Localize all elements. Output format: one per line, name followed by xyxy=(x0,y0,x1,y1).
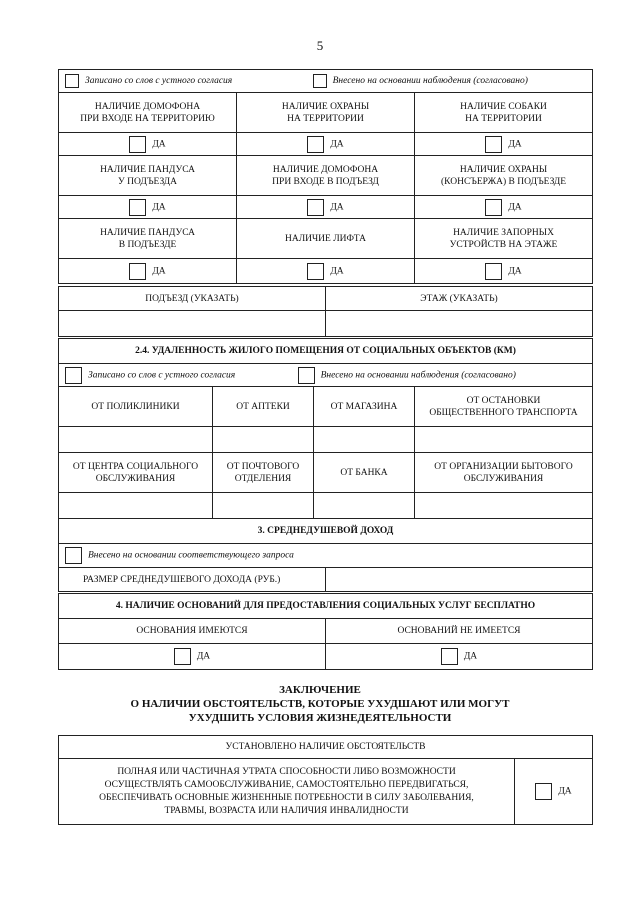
yes-label: ДА xyxy=(558,786,572,797)
elevator-label: НАЛИЧИЕ ЛИФТА xyxy=(237,219,415,259)
free-services-table xyxy=(58,593,593,670)
request-based-checkbox[interactable] xyxy=(65,547,82,564)
conclusion-title: ЗАКЛЮЧЕНИЕ xyxy=(279,684,361,696)
floor-value-field[interactable] xyxy=(326,311,593,337)
guard-territory-label: НАЛИЧИЕ ОХРАНЫ НА ТЕРРИТОРИИ xyxy=(237,93,415,133)
entrance-label: ПОДЪЕЗД (УКАЗАТЬ) xyxy=(59,287,326,311)
entrance-value-field[interactable] xyxy=(59,311,326,337)
observation-checkbox[interactable] xyxy=(298,367,315,384)
grounds-exist-checkbox[interactable] xyxy=(174,648,191,665)
oral-consent-label: Записано со слов с устного согласия xyxy=(88,370,236,381)
conclusion-subtitle-2: УХУДШИТЬ УСЛОВИЯ ЖИЗНЕДЕЯТЕЛЬНОСТИ xyxy=(188,712,452,724)
dog-territory-checkbox[interactable] xyxy=(485,136,502,153)
circumstances-header: УСТАНОВЛЕНО НАЛИЧИЕ ОБСТОЯТЕЛЬСТВ xyxy=(59,736,593,759)
bank-distance-label: ОТ БАНКА xyxy=(314,453,415,493)
floor-lock-checkbox[interactable] xyxy=(485,263,502,280)
clinic-distance-field[interactable] xyxy=(59,427,213,453)
intercom-entrance-checkbox[interactable] xyxy=(307,199,324,216)
entrance-floor-table xyxy=(58,286,593,337)
source-row xyxy=(59,544,593,568)
distance-table xyxy=(58,338,593,519)
yes-label: ДА xyxy=(152,139,166,150)
observation-checkbox[interactable] xyxy=(313,74,327,88)
yes-label: ДА xyxy=(508,266,522,277)
yes-cell xyxy=(415,196,593,219)
shop-distance-label: ОТ МАГАЗИНА xyxy=(314,387,415,427)
post-office-distance-label: ОТ ПОЧТОВОГО ОТДЕЛЕНИЯ xyxy=(213,453,314,493)
yes-cell xyxy=(326,644,593,670)
intercom-entrance-label: НАЛИЧИЕ ДОМОФОНА ПРИ ВХОДЕ В ПОДЪЕЗД xyxy=(237,156,415,196)
yes-label: ДА xyxy=(330,202,344,213)
circumstances-table xyxy=(58,735,593,825)
yes-cell xyxy=(59,644,326,670)
conclusion-heading xyxy=(0,683,640,725)
ramp-entrance-checkbox[interactable] xyxy=(129,199,146,216)
ramp-inside-checkbox[interactable] xyxy=(129,263,146,280)
income-value-field[interactable] xyxy=(326,568,593,592)
guard-territory-checkbox[interactable] xyxy=(307,136,324,153)
yes-cell xyxy=(59,259,237,284)
yes-cell xyxy=(59,133,237,156)
clinic-distance-label: ОТ ПОЛИКЛИНИКИ xyxy=(59,387,213,427)
yes-cell xyxy=(237,259,415,284)
grounds-exist-label: ОСНОВАНИЯ ИМЕЮТСЯ xyxy=(59,619,326,644)
yes-label: ДА xyxy=(152,202,166,213)
income-label: РАЗМЕР СРЕДНЕДУШЕВОГО ДОХОДА (РУБ.) xyxy=(59,568,326,592)
intercom-territory-label: НАЛИЧИЕ ДОМОФОНА ПРИ ВХОДЕ НА ТЕРРИТОРИЮ xyxy=(59,93,237,133)
transport-stop-distance-label: ОТ ОСТАНОВКИ ОБЩЕСТВЕННОГО ТРАНСПОРТА xyxy=(415,387,593,427)
circumstances-checkbox[interactable] xyxy=(535,783,552,800)
shop-distance-field[interactable] xyxy=(314,427,415,453)
floor-lock-label: НАЛИЧИЕ ЗАПОРНЫХ УСТРОЙСТВ НА ЭТАЖЕ xyxy=(415,219,593,259)
grounds-none-checkbox[interactable] xyxy=(441,648,458,665)
oral-consent-checkbox[interactable] xyxy=(65,74,79,88)
section-3-title: 3. СРЕДНЕДУШЕВОЙ ДОХОД xyxy=(59,519,593,544)
social-center-distance-field[interactable] xyxy=(59,493,213,519)
income-table xyxy=(58,518,593,592)
consumer-services-distance-label: ОТ ОРГАНИЗАЦИИ БЫТОВОГО ОБСЛУЖИВАНИЯ xyxy=(415,453,593,493)
circumstances-text: ПОЛНАЯ ИЛИ ЧАСТИЧНАЯ УТРАТА СПОСОБНОСТИ ЛИБО ВОЗМОЖНОСТИ ОСУЩЕСТВЛЯТЬ САМООБСЛУЖИВАНИЕ, САМОСТОЯТЕЛЬНО ПЕРЕДВИГАТЬСЯ, ОБЕСПЕЧИВАТЬ ОСНОВНЫЕ ЖИЗНЕННЫЕ ПОТРЕБНОСТИ В СИЛУ ЗАБОЛЕВАНИЯ, ТРАВМЫ, ВОЗРАСТА ИЛИ НАЛИЧИЯ ИНВАЛИДНОСТИ xyxy=(59,759,515,825)
yes-label: ДА xyxy=(508,139,522,150)
concierge-checkbox[interactable] xyxy=(485,199,502,216)
conclusion-subtitle-1: О НАЛИЧИИ ОБСТОЯТЕЛЬСТВ, КОТОРЫЕ УХУДШАЮТ ИЛИ МОГУТ xyxy=(130,698,510,710)
dog-territory-label: НАЛИЧИЕ СОБАКИ НА ТЕРРИТОРИИ xyxy=(415,93,593,133)
yes-label: ДА xyxy=(508,202,522,213)
yes-label: ДА xyxy=(330,139,344,150)
pharmacy-distance-field[interactable] xyxy=(213,427,314,453)
page-number: 5 xyxy=(316,38,324,53)
yes-cell xyxy=(59,196,237,219)
yes-cell xyxy=(237,196,415,219)
section-4-title: 4. НАЛИЧИЕ ОСНОВАНИЙ ДЛЯ ПРЕДОСТАВЛЕНИЯ СОЦИАЛЬНЫХ УСЛУГ БЕСПЛАТНО xyxy=(59,594,593,619)
elevator-checkbox[interactable] xyxy=(307,263,324,280)
section-2-4-title: 2.4. УДАЛЕННОСТЬ ЖИЛОГО ПОМЕЩЕНИЯ ОТ СОЦИАЛЬНЫХ ОБЪЕКТОВ (КМ) xyxy=(59,339,593,364)
request-based-label: Внесено на основании соответствующего запроса xyxy=(88,550,294,561)
ramp-entrance-label: НАЛИЧИЕ ПАНДУСА У ПОДЪЕЗДА xyxy=(59,156,237,196)
floor-label: ЭТАЖ (УКАЗАТЬ) xyxy=(326,287,593,311)
observation-label: Внесено на основании наблюдения (согласовано) xyxy=(320,370,516,381)
pharmacy-distance-label: ОТ АПТЕКИ xyxy=(213,387,314,427)
oral-consent-label: Записано со слов с устного согласия xyxy=(85,76,233,87)
yes-label: ДА xyxy=(152,266,166,277)
consumer-services-distance-field[interactable] xyxy=(415,493,593,519)
post-office-distance-field[interactable] xyxy=(213,493,314,519)
yes-label: ДА xyxy=(330,266,344,277)
transport-stop-distance-field[interactable] xyxy=(415,427,593,453)
intercom-territory-checkbox[interactable] xyxy=(129,136,146,153)
yes-cell xyxy=(415,259,593,284)
source-row xyxy=(59,70,593,93)
concierge-label: НАЛИЧИЕ ОХРАНЫ (КОНСЪЕРЖА) В ПОДЪЕЗДЕ xyxy=(415,156,593,196)
grounds-none-label: ОСНОВАНИЙ НЕ ИМЕЕТСЯ xyxy=(326,619,593,644)
ramp-inside-label: НАЛИЧИЕ ПАНДУСА В ПОДЪЕЗДЕ xyxy=(59,219,237,259)
housing-security-table xyxy=(58,69,593,284)
bank-distance-field[interactable] xyxy=(314,493,415,519)
oral-consent-checkbox[interactable] xyxy=(65,367,82,384)
yes-cell xyxy=(515,759,593,825)
observation-label: Внесено на основании наблюдения (согласовано) xyxy=(332,76,528,87)
yes-label: ДА xyxy=(463,651,478,662)
social-center-distance-label: ОТ ЦЕНТРА СОЦИАЛЬНОГО ОБСЛУЖИВАНИЯ xyxy=(59,453,213,493)
yes-cell xyxy=(237,133,415,156)
source-row xyxy=(59,364,593,387)
yes-label: ДА xyxy=(196,651,211,662)
yes-cell xyxy=(415,133,593,156)
